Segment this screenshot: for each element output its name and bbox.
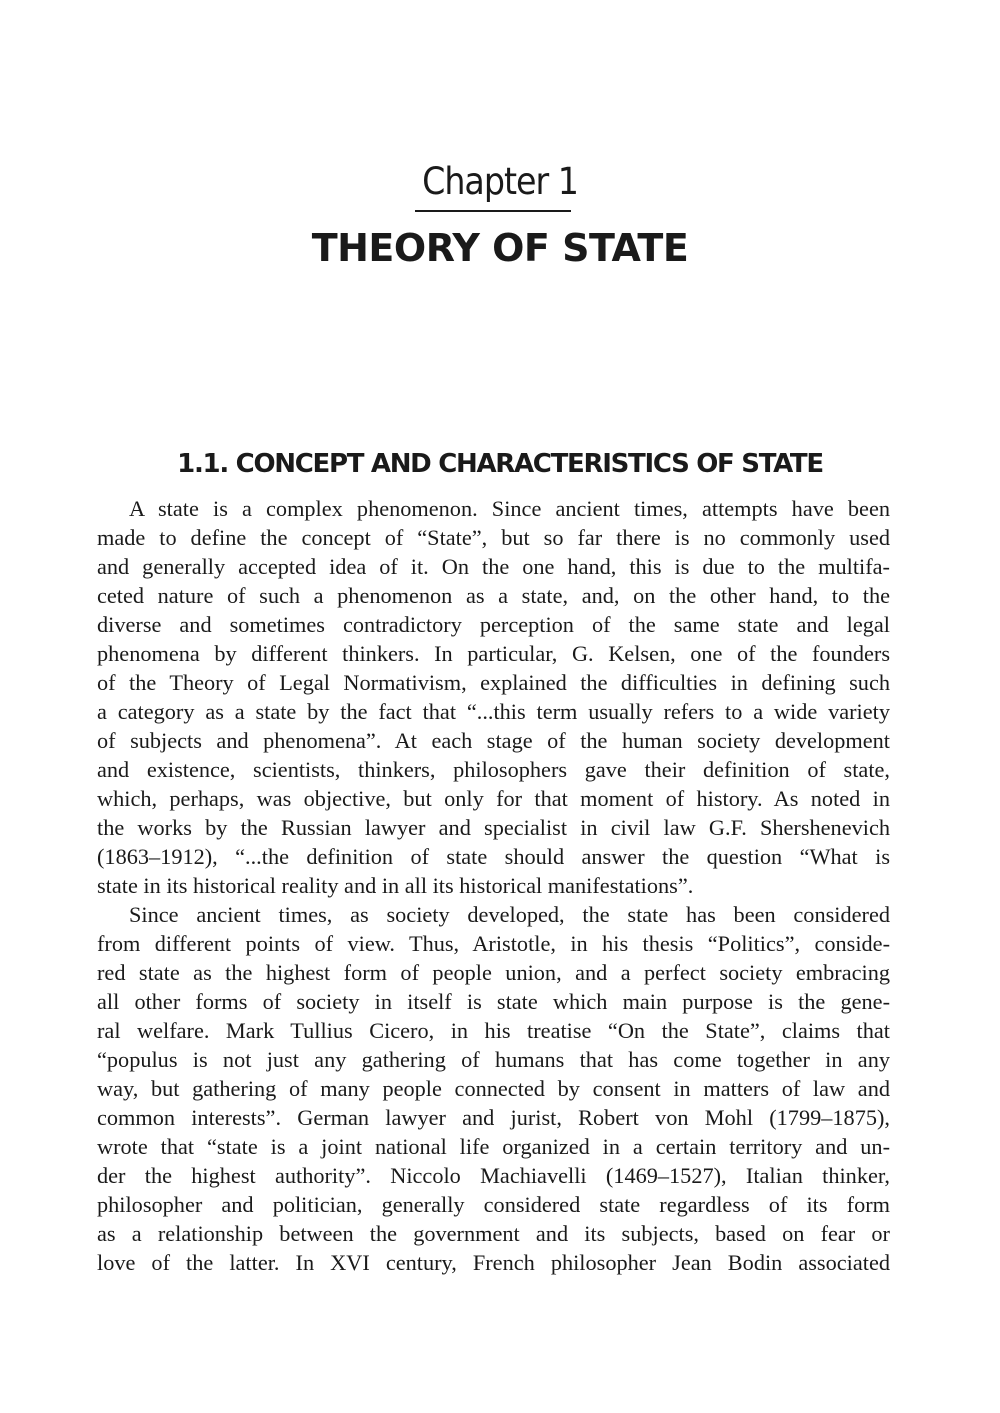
- text-line: phenomena by different thinkers. In particular, G. Kelsen, one of the founders: [97, 641, 890, 666]
- text-line: of subjects and phenomena”. At each stage of the human society development: [97, 728, 890, 753]
- text-line: of the Theory of Legal Normativism, explained the difficulties in defining such: [97, 670, 890, 695]
- text-line: wrote that “state is a joint national life organized in a certain territory and un-: [97, 1134, 890, 1159]
- text-line: made to define the concept of “State”, but so far there is no commonly used: [97, 525, 890, 550]
- text-line: Since ancient times, as society developed, the state has been considered: [129, 902, 890, 927]
- body-text: [97, 494, 890, 1277]
- text-line: der the highest authority”. Niccolo Machiavelli (1469–1527), Italian thinker,: [97, 1163, 890, 1188]
- paragraph-2: [97, 900, 890, 1277]
- text-line: common interests”. German lawyer and jurist, Robert von Mohl (1799–1875),: [97, 1105, 890, 1130]
- text-line: as a relationship between the government and its subjects, based on fear or: [97, 1221, 890, 1246]
- text-line: ral welfare. Mark Tullius Cicero, in his treatise “On the State”, claims that: [97, 1018, 890, 1043]
- text-line: love of the latter. In XVI century, French philosopher Jean Bodin associated: [97, 1250, 890, 1275]
- text-line: A state is a complex phenomenon. Since ancient times, attempts have been: [129, 496, 890, 521]
- chapter-divider: [415, 210, 571, 212]
- paragraph-1: [97, 494, 890, 900]
- chapter-title: THEORY OF STATE: [311, 226, 689, 270]
- text-line: which, perhaps, was objective, but only for that moment of history. As noted in: [97, 786, 890, 811]
- text-line: philosopher and politician, generally considered state regardless of its form: [97, 1192, 890, 1217]
- text-line: the works by the Russian lawyer and specialist in civil law G.F. Shershenevich: [97, 815, 890, 840]
- section-heading: 1.1. CONCEPT AND CHARACTERISTICS OF STATE: [177, 449, 823, 479]
- text-line: from different points of view. Thus, Aristotle, in his thesis “Politics”, conside-: [97, 931, 890, 956]
- text-line: a category as a state by the fact that “...this term usually refers to a wide variety: [97, 699, 890, 724]
- text-line: way, but gathering of many people connected by consent in matters of law and: [97, 1076, 890, 1101]
- text-line: all other forms of society in itself is state which main purpose is the gene-: [97, 989, 890, 1014]
- chapter-label: Chapter 1: [422, 160, 578, 203]
- text-line: “populus is not just any gathering of humans that has come together in any: [97, 1047, 890, 1072]
- text-line: and generally accepted idea of it. On the one hand, this is due to the multifa-: [97, 554, 890, 579]
- text-line: state in its historical reality and in all its historical manifestations”.: [97, 873, 694, 898]
- text-line: ceted nature of such a phenomenon as a state, and, on the other hand, to the: [97, 583, 890, 608]
- text-line: (1863–1912), “...the definition of state should answer the question “What is: [97, 844, 890, 869]
- text-line: and existence, scientists, thinkers, philosophers gave their definition of state,: [97, 757, 890, 782]
- text-line: diverse and sometimes contradictory perception of the same state and legal: [97, 612, 890, 637]
- text-line: red state as the highest form of people union, and a perfect society embracing: [97, 960, 890, 985]
